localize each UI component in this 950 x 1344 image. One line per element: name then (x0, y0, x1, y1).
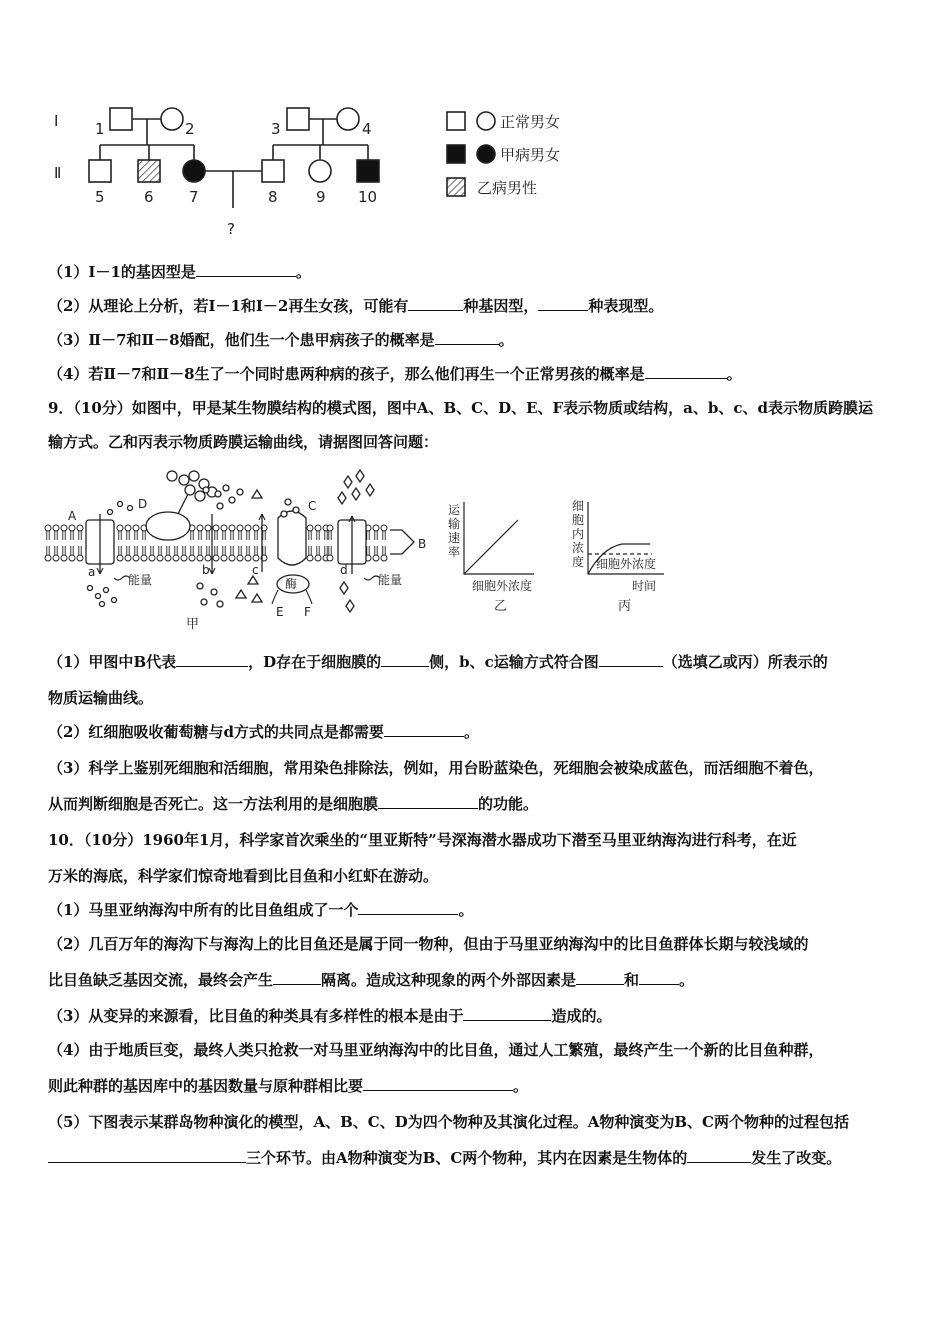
q9-part1-cont (48, 688, 908, 708)
q10-part4-cont (48, 1076, 908, 1096)
ind-label-5: 5 (95, 188, 105, 206)
q10-part4 (48, 1040, 908, 1060)
legend-normal: 正常男女 (500, 113, 561, 131)
structure-b (390, 530, 414, 554)
yi-curve (464, 520, 518, 574)
legend-jia: 甲病男女 (500, 146, 561, 164)
bing-ylabel-2: 内 (572, 527, 585, 541)
bing-ylabel-0: 细 (572, 499, 585, 513)
ind-label-6: 6 (144, 188, 154, 206)
q8-p3-blank[interactable] (435, 330, 499, 345)
q9-p1-blank1[interactable] (176, 652, 248, 667)
q10-p4-blank[interactable] (363, 1076, 513, 1091)
q9-p1b-text: 物质运输曲线。 (48, 689, 154, 707)
q10-p4-text: （4）由于地质巨变，最终人类只抢救一对马里亚纳海沟中的比目鱼，通过人工繁殖，最终产生一个新的比目鱼种群， (48, 1041, 824, 1059)
glycoprotein-d (146, 512, 190, 540)
q10-p5-blank1[interactable] (48, 1148, 246, 1163)
yi-ylabel-2: 速 (448, 531, 461, 545)
pedigree-ii5-male (89, 160, 111, 182)
fig-yi-label: 乙 (494, 599, 508, 614)
yi-ylabel-1: 输 (448, 517, 461, 531)
q8-part3 (48, 330, 908, 350)
pedigree-i3-male (287, 108, 309, 130)
q9-p1-mid2: 侧，b、c运输方式符合图 (429, 653, 599, 671)
q10-p2b-end: 。 (679, 971, 695, 989)
q8-p1-end: 。 (295, 263, 311, 281)
q9-part3 (48, 758, 908, 778)
q10-p1-end: 。 (458, 901, 474, 919)
q10-p2-blank3[interactable] (639, 970, 679, 985)
label-b: b (202, 563, 210, 577)
membrane-figure (40, 462, 700, 634)
label-D: D (138, 497, 148, 511)
q8-p3-end: 。 (498, 331, 514, 349)
bing-dash-label: 细胞外浓度 (596, 557, 657, 571)
label-E: E (276, 605, 284, 619)
q10-part5-cont (48, 1148, 908, 1168)
pedigree-ii7-female-jia (183, 160, 205, 182)
enzyme-label: 酶 (285, 577, 298, 591)
q8-p4-blank[interactable] (645, 364, 727, 379)
q9-stem-line1 (48, 398, 908, 418)
gen-label-2: Ⅱ (54, 164, 62, 182)
q10-p1-blank[interactable] (358, 900, 458, 915)
q8-p3-text: （3）Ⅱ－7和Ⅱ－8婚配，他们生一个患甲病孩子的概率是 (48, 331, 435, 349)
label-C: C (308, 499, 317, 513)
pedigree-ii10-male-jia (357, 160, 379, 182)
pedigree-ii6-male-yi (138, 160, 160, 182)
q8-p1-blank[interactable] (196, 262, 296, 277)
pedigree-i4-female (337, 108, 359, 130)
q8-p4-end: 。 (726, 365, 742, 383)
pedigree-i1-male (110, 108, 132, 130)
q9-p1-text: （1）甲图中B代表 (48, 653, 177, 671)
ind-label-9: 9 (316, 188, 326, 206)
fig-jia-label: 甲 (186, 617, 200, 632)
yi-ylabel-3: 率 (448, 545, 461, 559)
pedigree-chart (40, 100, 600, 240)
q8-p1-text: （1）Ⅰ－1的基因型是 (48, 263, 196, 281)
ind-label-offspring: ? (227, 220, 235, 238)
q10-stem-line1 (48, 830, 908, 850)
label-c: c (252, 563, 259, 577)
q10-stem-2: 万米的海底，科学家们惊奇地看到比目鱼和小红虾在游动。 (48, 867, 439, 885)
label-d: d (340, 563, 348, 577)
bing-ylabel-4: 度 (572, 555, 585, 569)
ind-label-4: 4 (362, 120, 372, 138)
q10-p2-blank2[interactable] (576, 970, 624, 985)
q10-p5b-end: 发生了改变。 (751, 1149, 842, 1167)
q9-p3-text: （3）科学上鉴别死细胞和活细胞，常用染色排除法，例如，用台盼蓝染色，死细胞会被染成蓝色，而活细胞不着色， (48, 759, 824, 777)
q9-p2-end: 。 (463, 723, 479, 741)
q8-p2-mid: 种基因型， (463, 297, 539, 315)
q9-p2-text: （2）红细胞吸收葡萄糖与d方式的共同点是都需要 (48, 723, 384, 741)
carrier-c (278, 511, 306, 565)
q8-p4-text: （4）若Ⅱ－7和Ⅱ－8生了一个同时患两种病的孩子，那么他们再生一个正常男孩的概率是 (48, 365, 645, 383)
q9-part1 (48, 652, 908, 672)
label-F: F (304, 605, 311, 619)
q10-p2-blank1[interactable] (273, 970, 321, 985)
q8-part1 (48, 262, 908, 282)
q9-p3b-end: 的功能。 (478, 795, 539, 813)
q9-p3-blank[interactable] (378, 794, 478, 809)
bing-xlabel: 时间 (632, 579, 657, 593)
label-B: B (418, 537, 427, 551)
q8-p2-text: （2）从理论上分析，若Ⅰ－1和Ⅰ－2再生女孩，可能有 (48, 297, 409, 315)
q9-stem-2: 输方式。乙和丙表示物质跨膜运输曲线，请据图回答问题： (48, 433, 439, 451)
energy-label-left: 能量 (128, 573, 153, 587)
ind-label-1: 1 (95, 120, 105, 138)
bing-ylabel-3: 浓 (572, 541, 585, 555)
q9-stem-1: 9．（10分）如图中，甲是某生物膜结构的模式图，图中A、B、C、D、E、F表示物质或结构，a、b、c、d表示物质跨膜运 (48, 399, 873, 417)
ind-label-7: 7 (189, 188, 199, 206)
energy-label-right: 能量 (378, 573, 403, 587)
q10-p5b-text: 三个环节。由A物种演变为B、C两个物种，其内在因素是生物体的 (246, 1149, 688, 1167)
q10-part2 (48, 934, 908, 954)
q10-p4b-end: 。 (513, 1077, 529, 1095)
q8-part2 (48, 296, 908, 316)
pedigree-ii9-female (309, 160, 331, 182)
q8-part4 (48, 364, 908, 384)
q10-part2-cont (48, 970, 908, 990)
fig-bing-label: 丙 (618, 599, 632, 614)
q9-part3-cont (48, 794, 908, 814)
q10-part5 (48, 1112, 908, 1132)
gen-label-1: Ⅰ (54, 112, 59, 130)
q10-part3 (48, 1006, 908, 1026)
q10-p2-text: （2）几百万年的海沟下与海沟上的比目鱼还是属于同一物种，但由于马里亚纳海沟中的比目鱼群体长期与较浅域的 (48, 935, 809, 953)
q10-p3-end: 造成的。 (551, 1007, 612, 1025)
q10-part1 (48, 900, 908, 920)
q10-p3-blank[interactable] (463, 1006, 551, 1021)
label-a: a (88, 565, 96, 579)
q9-p1-blank3[interactable] (599, 652, 663, 667)
q9-p3b-text: 从而判断细胞是否死亡。这一方法利用的是细胞膜 (48, 795, 379, 813)
q10-p2b-mid1: 隔离。造成这种现象的两个外部因素是 (321, 971, 577, 989)
pedigree-i2-female (161, 108, 183, 130)
q10-p5-text: （5）下图表示某群岛物种演化的模型，A、B、C、D为四个物种及其演化过程。A物种演变为B、C两个物种的过程包括 (48, 1113, 849, 1131)
q10-p5-blank2[interactable] (687, 1148, 751, 1163)
bing-ylabel-1: 胞 (572, 513, 585, 527)
q10-stem-line2 (48, 866, 908, 886)
q9-stem-line2 (48, 432, 908, 452)
ind-label-10: 10 (358, 188, 378, 206)
q8-p2-end: 种表现型。 (588, 297, 664, 315)
q8-p2-blank2[interactable] (538, 296, 588, 311)
q8-p2-blank1[interactable] (408, 296, 463, 311)
ind-label-8: 8 (268, 188, 278, 206)
q9-p2-blank[interactable] (384, 722, 464, 737)
yi-ylabel-0: 运 (448, 503, 461, 517)
q10-p2b-mid2: 和 (624, 971, 640, 989)
legend-yi: 乙病男性 (477, 179, 538, 197)
q10-p2b-text: 比目鱼缺乏基因交流，最终会产生 (48, 971, 274, 989)
pedigree-ii8-male (262, 160, 284, 182)
yi-xlabel: 细胞外浓度 (472, 579, 533, 593)
q10-p1-text: （1）马里亚纳海沟中所有的比目鱼组成了一个 (48, 901, 359, 919)
q9-part2 (48, 722, 908, 742)
q10-p3-text: （3）从变异的来源看，比目鱼的种类具有多样性的根本是由于 (48, 1007, 464, 1025)
q10-p4b-text: 则此种群的基因库中的基因数量与原种群相比要 (48, 1077, 364, 1095)
ind-label-2: 2 (185, 120, 195, 138)
q10-stem-1: 10．（10分）1960年1月，科学家首次乘坐的“里亚斯特”号深海潜水器成功下潜至马里亚纳海沟进行科考，在近 (48, 831, 797, 849)
ind-label-3: 3 (271, 120, 281, 138)
q9-p1-mid1: ，D存在于细胞膜的 (248, 653, 382, 671)
q9-p1-blank2[interactable] (381, 652, 429, 667)
label-A: A (68, 509, 77, 523)
q9-p1-end: （选填乙或丙）所表示的 (662, 653, 828, 671)
